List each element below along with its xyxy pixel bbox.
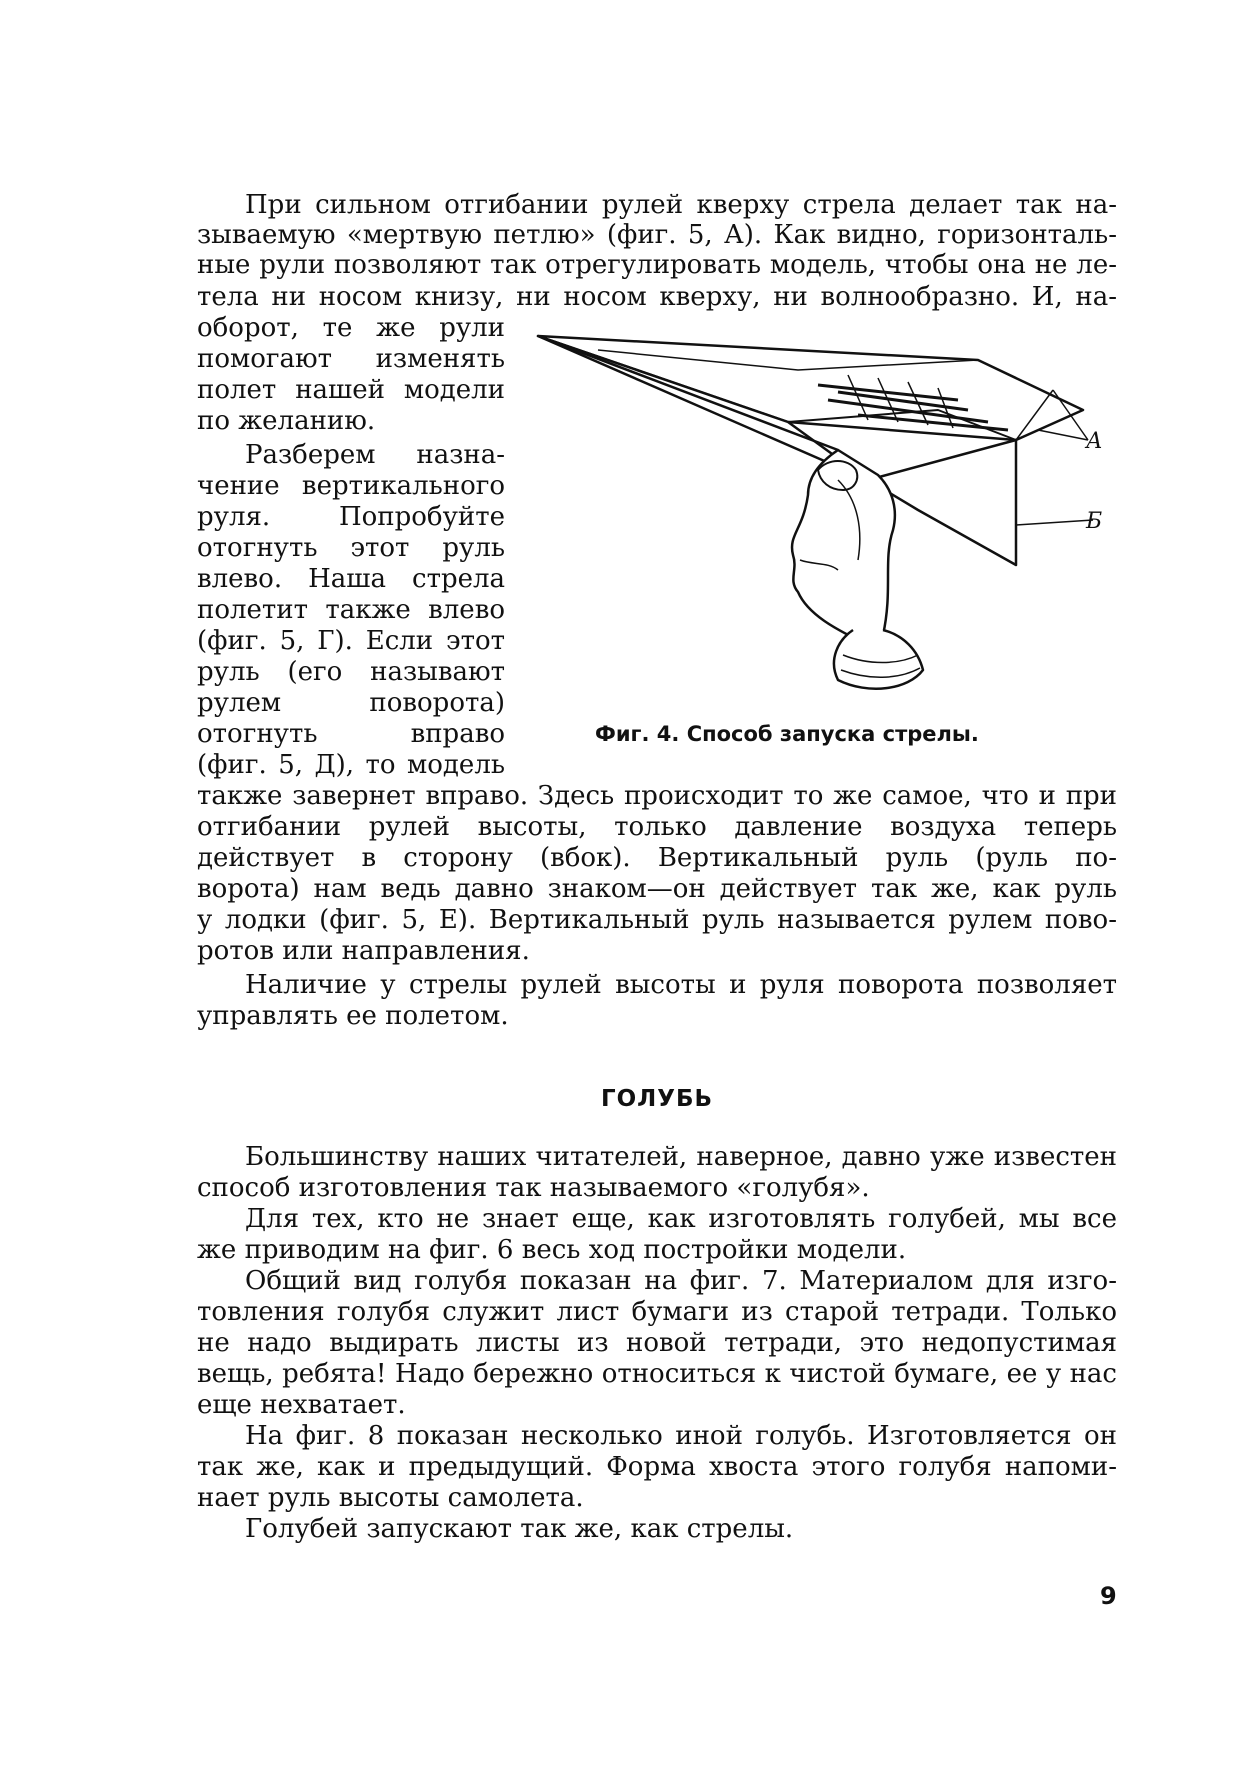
text-line: Наличие у стрелы рулей высоты и руля поворота позволяет [245, 970, 1117, 1000]
text-line: руля. Попробуйте [197, 502, 505, 532]
text-line: отгибании рулей высоты, только давление воздуха теперь [197, 812, 1117, 842]
text-line: Разберем назна- [245, 440, 505, 470]
text-line: нает руль высоты самолета. [197, 1483, 584, 1513]
text-line: не надо выдирать листы из новой тетради, это недопустимая [197, 1328, 1117, 1358]
text-line: тела ни носом книзу, ни носом кверху, ни волнообразно. И, на- [197, 282, 1117, 312]
text-line: действует в сторону (вбок). Вертикальный руль (руль по- [197, 843, 1117, 873]
paper-arrow-launch-figure [538, 330, 1103, 710]
text-line: полет нашей модели [197, 375, 505, 405]
text-line: чение вертикального [197, 471, 505, 501]
text-line: Для тех, кто не знает еще, как изготовлять голубей, мы все [245, 1204, 1117, 1234]
text-line: зываемую «мертвую петлю» (фиг. 5, А). Как видно, горизонталь- [197, 220, 1117, 250]
text-line: рулем поворота) [197, 688, 505, 718]
text-line: Большинству наших читателей, наверное, давно уже известен [245, 1142, 1117, 1172]
text-line: (фиг. 5, Г). Если этот [197, 626, 505, 656]
text-line: также завернет вправо. Здесь происходит то же самое, что и при [197, 781, 1117, 811]
text-line: же приводим на фиг. 6 весь ход постройки модели. [197, 1235, 907, 1265]
text-line: Голубей запускают так же, как стрелы. [245, 1514, 794, 1544]
figure-label-a: А [1086, 429, 1103, 454]
text-line: ротов или направления. [197, 936, 530, 966]
text-line: так же, как и предыдущий. Форма хвоста этого голубя напоми- [197, 1452, 1117, 1482]
text-line: способ изготовления так называемого «голубя». [197, 1173, 870, 1203]
text-line: вещь, ребята! Надо бережно относиться к чистой бумаге, ее у нас [197, 1359, 1117, 1389]
figure-label-b: Б [1086, 509, 1103, 534]
text-line: ные рули позволяют так отрегулировать модель, чтобы она не ле- [197, 250, 1117, 280]
text-line: отогнуть вправо [197, 719, 505, 749]
text-line: полетит также влево [197, 595, 505, 625]
text-line: влево. Наша стрела [197, 564, 505, 594]
text-line: ворота) нам ведь давно знаком—он действует так же, как руль [197, 874, 1117, 904]
text-line: отогнуть этот руль [197, 533, 505, 563]
text-line: руль (его называют [197, 657, 505, 687]
text-line: товления голубя служит лист бумаги из старой тетради. Только [197, 1297, 1117, 1327]
text-line: (фиг. 5, Д), то модель [197, 750, 505, 780]
page-number: 9 [1100, 1582, 1117, 1610]
text-line: На фиг. 8 показан несколько иной голубь. Изготовляется он [245, 1421, 1117, 1451]
text-line: помогают изменять [197, 344, 505, 374]
text-line: управлять ее полетом. [197, 1001, 509, 1031]
text-line: у лодки (фиг. 5, Е). Вертикальный руль называется рулем пово- [197, 905, 1117, 935]
figure-caption: Фиг. 4. Способ запуска стрелы. [595, 722, 979, 746]
section-heading: ГОЛУБЬ [600, 1086, 714, 1112]
text-line: по желанию. [197, 406, 376, 436]
text-line: Общий вид голубя показан на фиг. 7. Материалом для изго- [245, 1266, 1117, 1296]
text-line: еще нехватает. [197, 1390, 406, 1420]
text-line: оборот, те же рули [197, 313, 505, 343]
text-line: При сильном отгибании рулей кверху стрела делает так на- [245, 190, 1117, 220]
